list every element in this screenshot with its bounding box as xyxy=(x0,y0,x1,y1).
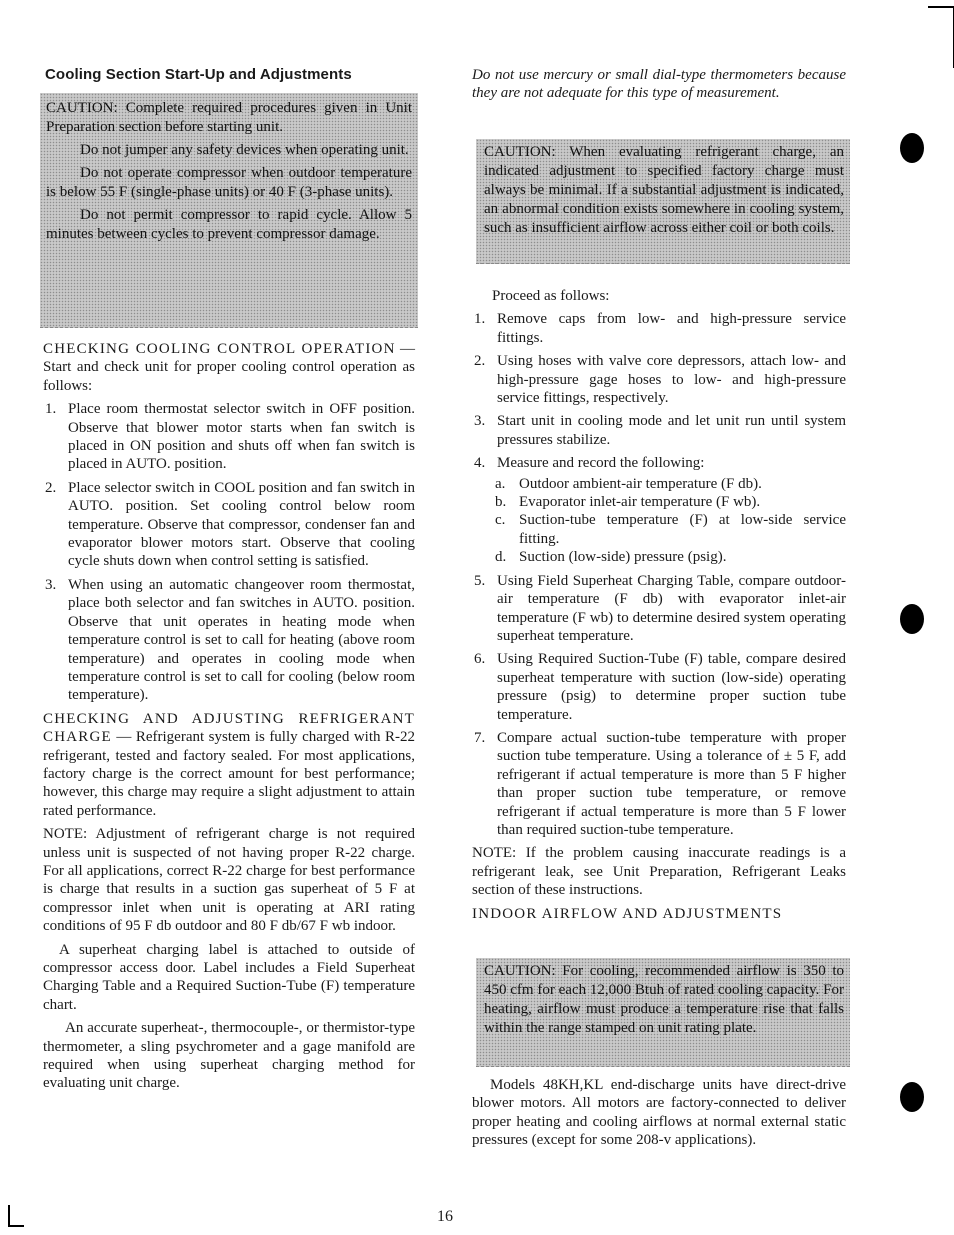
subsection-heading: CHECKING COOLING CONTROL OPERATION xyxy=(43,341,396,357)
note-paragraph: NOTE: If the problem causing inaccurate readings is a refrigerant leak, see Unit Preparation, Refrigerant Leaks section of these instructions. xyxy=(472,845,846,899)
caution-box-airflow xyxy=(476,958,850,1067)
caution-text: CAUTION: Complete required procedures given in Unit Preparation section before starting unit. xyxy=(46,100,412,135)
binder-hole-icon xyxy=(900,1082,924,1112)
paragraph: An accurate superheat-, thermocouple-, or thermistor-type thermometer, a sling psychrometer and a gage manifold are required when using superheat charging method for evaluating unit charge. xyxy=(43,1020,415,1092)
list-item: 6. Using Required Suction-Tube (F) table, compare desired superheat temperature with suction (low-side) operating pressure (psig) to determine proper suction tube temperature. xyxy=(474,651,846,723)
paragraph: Proceed as follows: xyxy=(492,288,610,304)
paragraph xyxy=(43,340,415,395)
section-title: Cooling Section Start-Up and Adjustments xyxy=(45,66,352,83)
caution-box-startup xyxy=(40,93,418,328)
crop-mark xyxy=(8,1225,24,1227)
caution-text: Do not operate compressor when outdoor temperature is below 55 F (single-phase units) or 40 F (3-phase units). xyxy=(46,165,412,200)
list-item: 1. Remove caps from low- and high-pressure service fittings. xyxy=(474,311,846,346)
left-body xyxy=(43,340,415,1098)
list-item: 2. Using hoses with valve core depressors, attach low- and high-pressure gage hoses to low- and high-pressure service fittings, respectively. xyxy=(474,353,846,407)
caution-box-charge xyxy=(476,139,850,264)
binder-hole-icon xyxy=(900,133,924,163)
charge-steps-list-cont xyxy=(472,572,846,840)
list-item: 2. Place selector switch in COOL position and fan switch in AUTO. position. Set cooling control below room temperature. Observe that compressor, condenser fan and evaporator blower motors start. Observe that cooling cycle shuts down when control setting is satisfied. xyxy=(45,479,415,570)
list-item: 5. Using Field Superheat Charging Table, compare outdoor-air temperature (F db) with evaporator inlet-air temperature (F wb) to determine desired system operating superheat temperature. xyxy=(474,572,846,644)
sublist-item: c. Suction-tube temperature (F) at low-side service fitting. xyxy=(495,512,846,547)
note-paragraph: NOTE: Adjustment of refrigerant charge is not required unless unit is suspected of not having proper R-22 charge. For all applications, correct R-22 charge for best performance is charge that results in a suction gas superheat of 5 F at compressor inlet when unit is operating at ARI rating conditions of 95 F db outdoor and 80 F db/67 F wb indoor. xyxy=(43,826,415,935)
paragraph: A superheat charging label is attached to outside of compressor access door. Label includes a Field Superheat Charging Table and a Required Suction-Tube (F) temperature chart. xyxy=(43,941,415,1013)
caution-text: Do not jumper any safety devices when operating unit. xyxy=(80,142,409,158)
list-item: 4. Measure and record the following: xyxy=(474,455,705,472)
paragraph xyxy=(43,710,415,820)
crop-mark xyxy=(8,1205,10,1227)
list-item: 3. Start unit in cooling mode and let unit run until system pressures stabilize. xyxy=(474,413,846,448)
sublist-item: b. Evaporator inlet-air temperature (F wb). xyxy=(495,494,761,511)
caution-text: CAUTION: For cooling, recommended airflow is 350 to 450 cfm for each 12,000 Btuh of rated cooling capacity. For heating, airflow must produce a temperature rise that falls within the range stamped on unit rating plate. xyxy=(484,963,844,1036)
list-item: 3. When using an automatic changeover room thermostat, place both selector and fan switches in AUTO. position. Observe that unit operates in heating mode when temperature control is set to call for heating (above room temperature) and operates in cooling mode when temperature control is set to call for cooling (below room temperature). xyxy=(45,576,415,704)
page-number: 16 xyxy=(437,1208,453,1225)
list-item: 7. Compare actual suction-tube temperature with proper suction tube temperature. Using a tolerance of ± 5 F, add refrigerant if actual temperature is more than 5 F higher than proper suction tube temperature, or remove refrigerant if actual temperature is more than 5 F lower than required suction-tube temperature. xyxy=(474,729,846,838)
measure-sublist xyxy=(472,475,846,567)
models-paragraph: Models 48KH,KL end-discharge units have direct-drive blower motors. All motors are factory-connected to deliver proper heating and cooling airflows at normal external static pressures (except for some 208-v applications). xyxy=(472,1077,846,1149)
right-body xyxy=(472,287,846,928)
sublist-item: d. Suction (low-side) pressure (psig). xyxy=(495,549,727,566)
list-item: 1. Place room thermostat selector switch in OFF position. Observe that blower motor starts when fan switch is placed in ON position and shuts off when fan switch is placed in AUTO. position. xyxy=(45,401,415,473)
caution-text: CAUTION: When evaluating refrigerant charge, an indicated adjustment to specified factory charge must always be minimal. If a substantial adjustment is indicated, an abnormal condition exists somewhere in cooling system, such as insufficient airflow across either coil or both coils. xyxy=(484,144,844,236)
thermometer-note: Do not use mercury or small dial-type thermometers because they are not adequate for this type of measurement. xyxy=(472,67,846,102)
binder-hole-icon xyxy=(900,604,924,634)
paragraph-text: — Start and check unit for proper cooling control operation as follows: xyxy=(43,341,416,394)
sublist-item: a. Outdoor ambient-air temperature (F db). xyxy=(495,475,762,492)
charge-steps-list xyxy=(472,310,846,472)
check-steps-list xyxy=(43,400,415,705)
subsection-heading: CHECKING AND ADJUSTING REFRIGERANT CHARGE xyxy=(43,710,415,746)
subsection-heading: INDOOR AIRFLOW AND ADJUSTMENTS xyxy=(472,905,783,922)
caution-text: Do not permit compressor to rapid cycle. Allow 5 minutes between cycles to prevent compressor damage. xyxy=(46,207,412,242)
edge-mark xyxy=(928,6,954,8)
paragraph-text: — Refrigerant system is fully charged with R-22 refrigerant, tested and factory sealed. For most applications, factory charge is the correct amount for best performance; however, this charge may require a slight adjustment to attain rated performance. xyxy=(43,729,415,819)
